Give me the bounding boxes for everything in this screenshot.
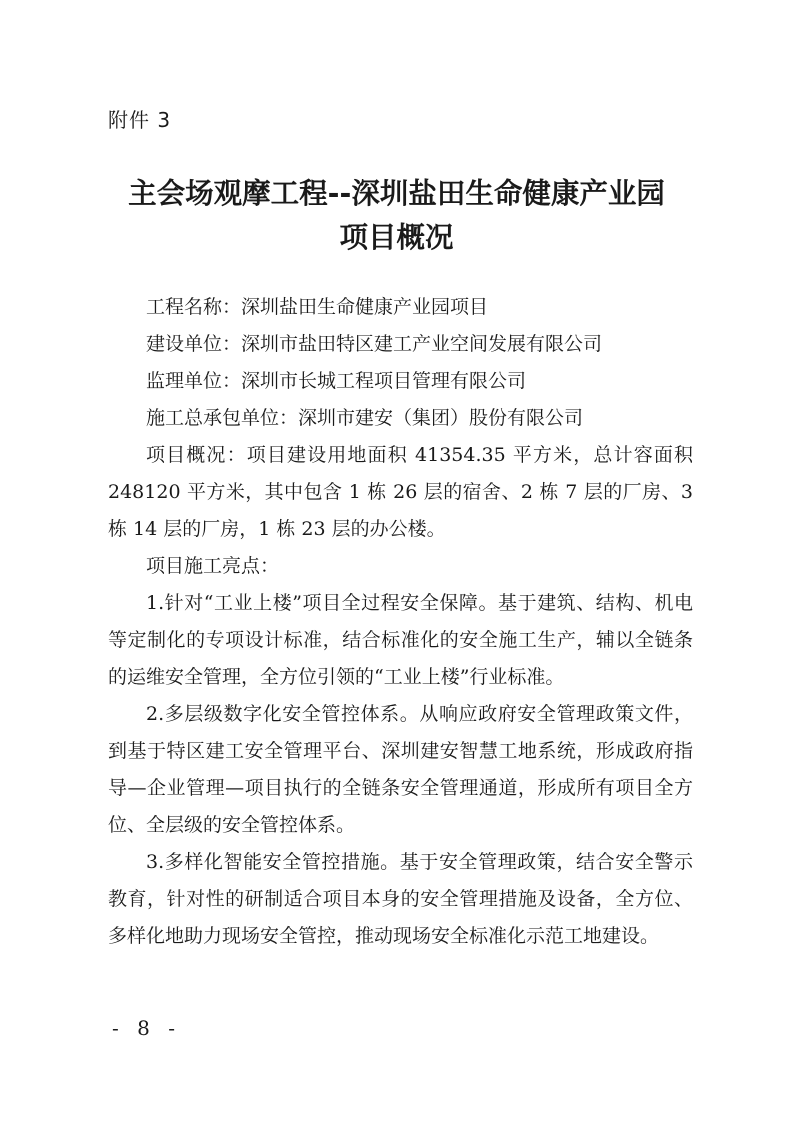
highlight-1-paragraph: 1.针对“工业上楼”项目全过程安全保障。基于建筑、结构、机电等定制化的专项设计标准，结合标准化的安全施工生产，辅以全链条的运维安全管理，全方位引领的“工业上楼”行业标准。 <box>108 592 693 688</box>
project-overview-paragraph: 项目概况：项目建设用地面积 41354.35 平方米，总计容面积 248120 平方米，其中包含 1 栋 26 层的宿舍、2 栋 7 层的厂房、3 栋 14 层的厂房，1 栋 23 层的办公楼。 <box>108 444 693 540</box>
attachment-label: 附件 3 <box>108 108 172 132</box>
document-title-line-1: 主会场观摩工程--深圳盐田生命健康产业园 <box>128 177 665 210</box>
highlight-3-paragraph: 3.多样化智能安全管控措施。基于安全管理政策，结合安全警示教育，针对性的研制适合项目本身的安全管理措施及设备，全方位、多样化地助力现场安全管控，推动现场安全标准化示范工地建设。 <box>108 851 693 947</box>
highlight-2-paragraph: 2.多层级数字化安全管控体系。从响应政府安全管理政策文件，到基于特区建工安全管理平台、深圳建安智慧工地系统，形成政府指导—企业管理—项目执行的全链条安全管理通道，形成所有项目全方位、全层级的安全管控体系。 <box>108 703 693 836</box>
highlights-heading: 项目施工亮点： <box>146 555 280 577</box>
builder-paragraph: 建设单位：深圳市盐田特区建工产业空间发展有限公司 <box>146 333 603 355</box>
supervisor-paragraph: 监理单位：深圳市长城工程项目管理有限公司 <box>146 370 527 392</box>
document-body <box>108 289 693 955</box>
project-name-paragraph: 工程名称：深圳盐田生命健康产业园项目 <box>146 296 489 318</box>
contractor-paragraph: 施工总承包单位：深圳市建安（集团）股份有限公司 <box>146 407 584 429</box>
document-title-line-2: 项目概况 <box>339 221 454 254</box>
page-number: - 8 - <box>112 1016 181 1040</box>
